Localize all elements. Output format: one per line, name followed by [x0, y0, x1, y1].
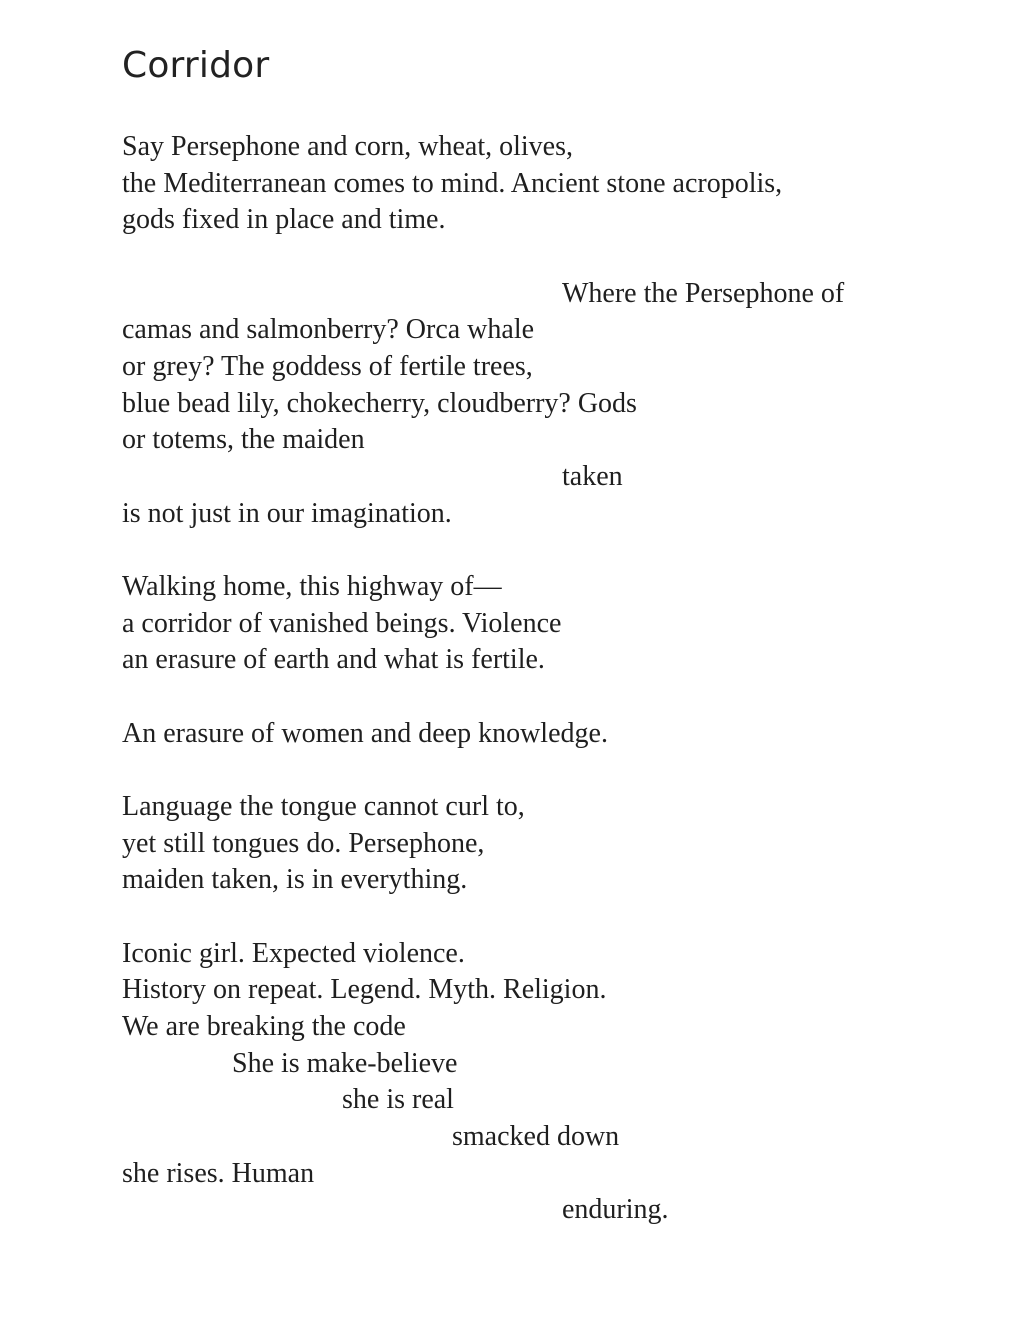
poem-line: Say Persephone and corn, wheat, olives, — [122, 131, 573, 162]
poem-line: the Mediterranean comes to mind. Ancient stone acropolis, — [122, 168, 783, 199]
poem-line: yet still tongues do. Persephone, — [122, 828, 485, 859]
poem-line: blue bead lily, chokecherry, cloudberry? Gods — [122, 388, 637, 419]
poem-line: taken — [562, 461, 623, 492]
poem-line: a corridor of vanished beings. Violence — [122, 608, 562, 639]
poem-line: or totems, the maiden — [122, 424, 365, 455]
poem-line: maiden taken, is in everything. — [122, 864, 468, 895]
poem-line: smacked down — [452, 1121, 620, 1152]
poem-line: Iconic girl. Expected violence. — [122, 938, 465, 969]
poem-line: she rises. Human — [122, 1158, 315, 1189]
poem-line: We are breaking the code — [122, 1011, 406, 1042]
poem-line: Walking home, this highway of— — [122, 571, 502, 602]
poem-line: Where the Persephone of — [562, 278, 845, 309]
poem-line: an erasure of earth and what is fertile. — [122, 644, 545, 675]
poem-line: History on repeat. Legend. Myth. Religion. — [122, 974, 607, 1005]
poem-line: An erasure of women and deep knowledge. — [122, 718, 608, 749]
poem-line: Language the tongue cannot curl to, — [122, 791, 525, 822]
poem-line: enduring. — [562, 1194, 669, 1225]
poem-line: gods fixed in place and time. — [122, 204, 446, 235]
poem-line: camas and salmonberry? Orca whale — [122, 314, 535, 345]
poem-line: is not just in our imagination. — [122, 498, 452, 529]
poem-line: She is make-believe — [232, 1048, 458, 1079]
poem-title: Corridor — [122, 45, 270, 86]
poem-line: or grey? The goddess of fertile trees, — [122, 351, 533, 382]
poem-line: she is real — [342, 1084, 454, 1115]
